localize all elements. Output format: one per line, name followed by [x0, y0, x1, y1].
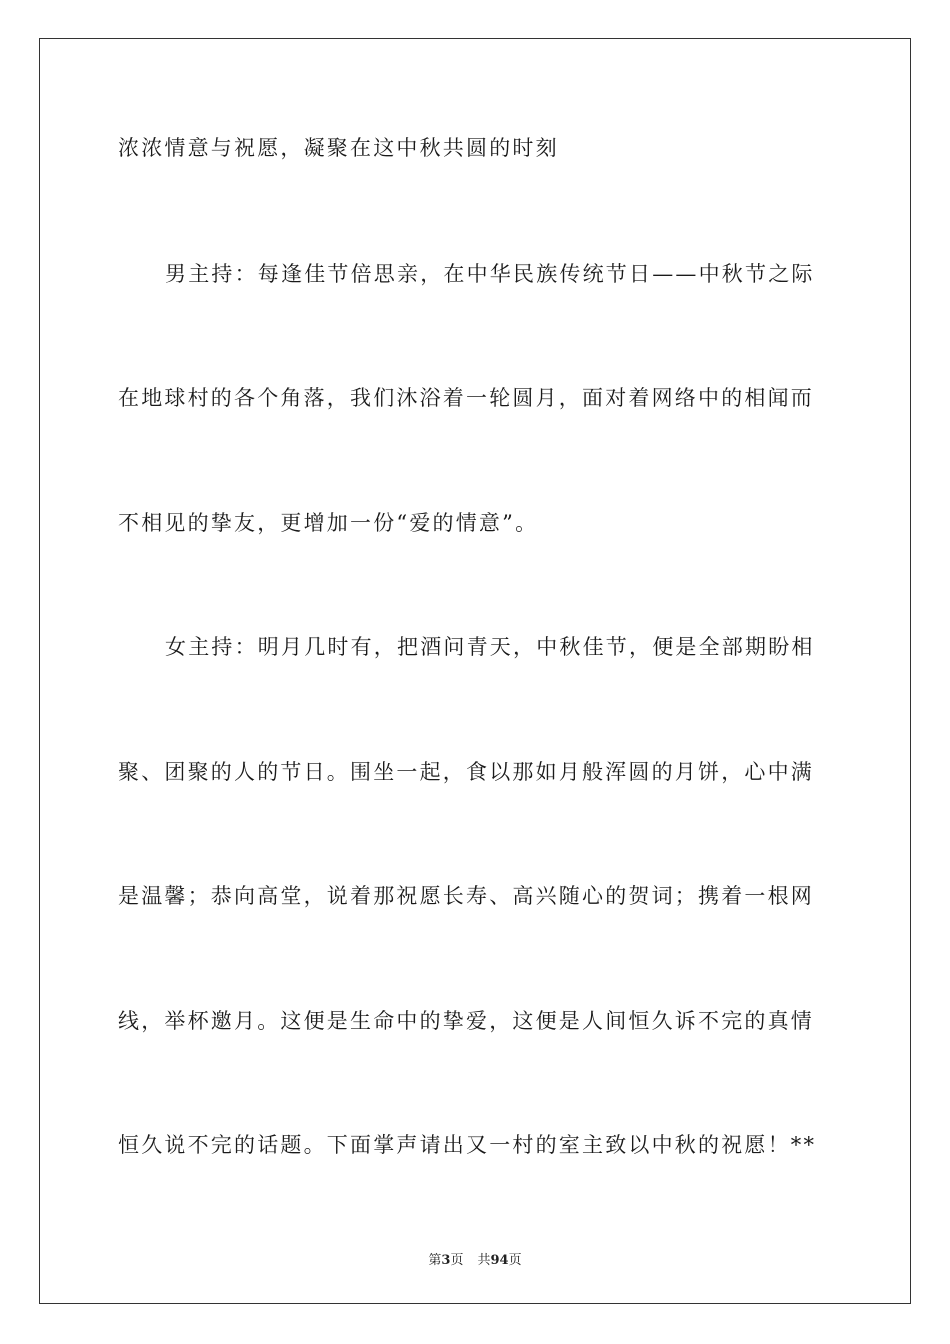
page-prefix: 第 — [428, 1253, 442, 1268]
page-number: 3 — [441, 1253, 451, 1268]
total-suffix: 页 — [508, 1253, 522, 1268]
text-line: 恒久说不完的话题。下面掌声请出又一村的室主致以中秋的祝愿！** — [118, 1133, 817, 1157]
total-prefix: 共 — [477, 1253, 491, 1268]
text-line: 不相见的挚友，更增加一份“爱的情意”。 — [118, 511, 539, 535]
paragraph-first-line: 男主持：每逢佳节倍思亲，在中华民族传统节日——中秋节之际 — [165, 262, 815, 286]
text-line: 聚、团聚的人的节日。围坐一起，食以那如月般浑圆的月饼，心中满 — [118, 760, 814, 784]
text-line: 在地球村的各个角落，我们沐浴着一轮圆月，面对着网络中的相闻而 — [118, 386, 814, 410]
text-line: 线，举杯邀月。这便是生命中的挚爱，这便是人间恒久诉不完的真情 — [118, 1009, 814, 1033]
paragraph-first-line: 女主持：明月几时有，把酒问青天，中秋佳节，便是全部期盼相 — [165, 635, 815, 659]
page-footer — [0, 1249, 950, 1268]
total-pages: 94 — [490, 1253, 509, 1268]
text-line: 浓浓情意与祝愿，凝聚在这中秋共圆的时刻 — [118, 136, 559, 160]
page-border — [39, 38, 911, 1304]
page-suffix: 页 — [450, 1253, 464, 1268]
text-line: 是温馨；恭向高堂，说着那祝愿长寿、高兴随心的贺词；携着一根网 — [118, 884, 814, 908]
